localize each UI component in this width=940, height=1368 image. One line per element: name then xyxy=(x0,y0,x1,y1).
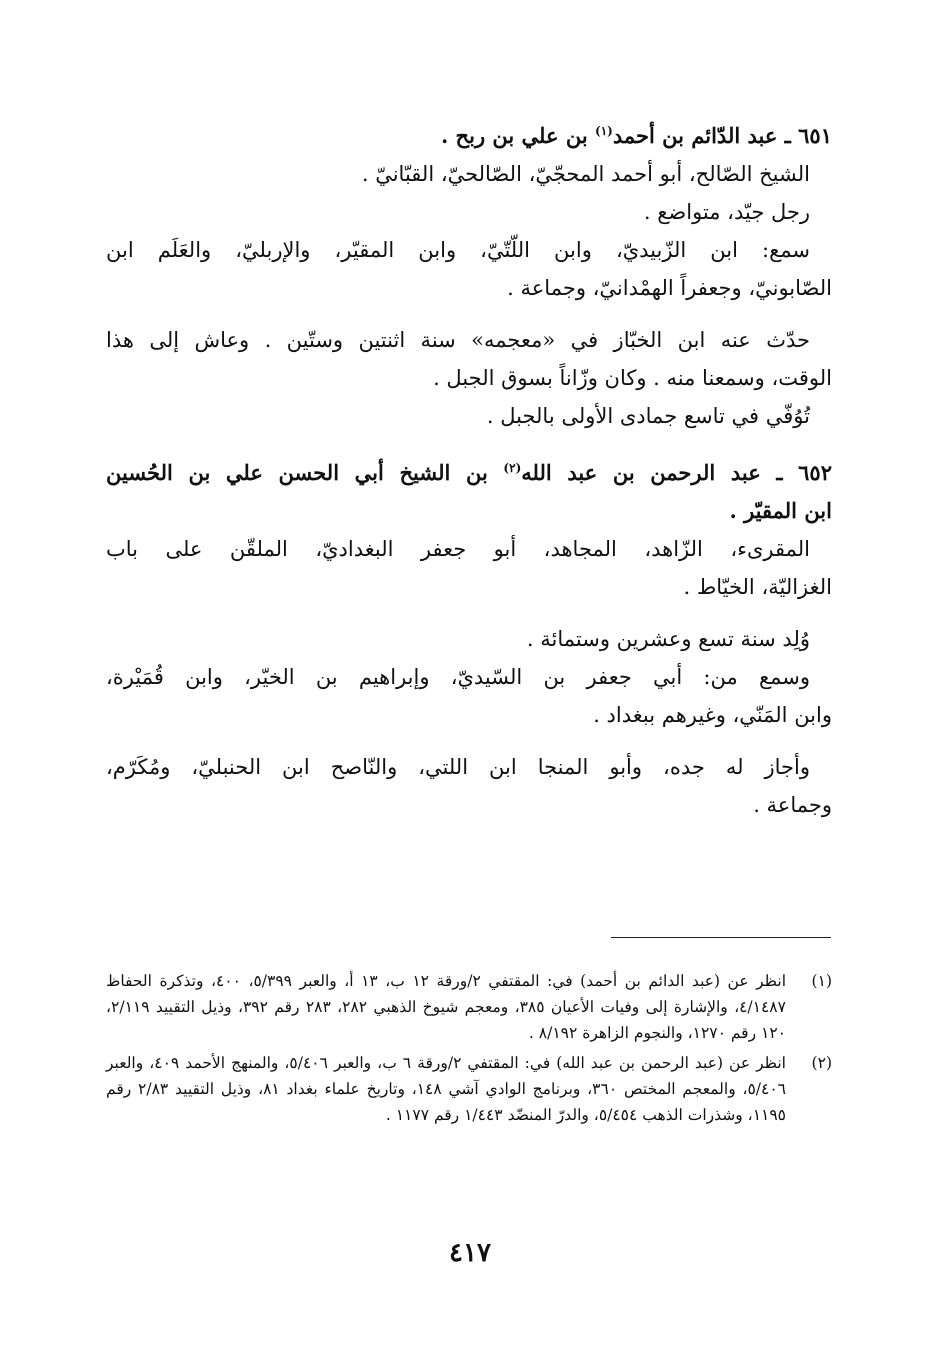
footnote xyxy=(106,1050,832,1128)
entry-652-line: وجماعة . xyxy=(753,793,832,817)
footnote-ref[interactable]: (٢) xyxy=(503,461,522,475)
footnote-ref[interactable]: (١) xyxy=(595,124,613,138)
entry-title: ٦٥١ ـ عبد الدّائم بن أحمد xyxy=(612,123,832,148)
main-text xyxy=(106,112,832,824)
entry-652-heading-line2: ابن المقيّر . xyxy=(729,498,832,523)
entry-title-rest: بن علي بن ربح . xyxy=(440,123,595,148)
entry-651-line: الوقت، وسمعنا منه . وكان وزّاناً بسوق الجبل . xyxy=(433,366,832,390)
entry-652-heading xyxy=(106,449,832,492)
footnote xyxy=(106,968,832,1046)
entry-651-line: الصّابونيّ، وجعفراً الهمْدانيّ، وجماعة . xyxy=(507,276,832,300)
footnote-number: (١) xyxy=(811,972,832,990)
entry-652-line: وُلِد سنة تسع وعشرين وستمائة . xyxy=(526,627,810,651)
footnote-number: (٢) xyxy=(811,1054,832,1072)
footnotes xyxy=(106,968,832,1128)
page-number: ٤١٧ xyxy=(449,1238,491,1268)
entry-652-line: المقرىء، الزّاهد، المجاهد، أبو جعفر البغداديّ، الملقّن على باب xyxy=(106,537,810,561)
entry-652-line: وأجاز له جده، وأبو المنجا ابن اللتي، والنّاصح ابن الحنبليّ، ومُكَرّم، xyxy=(106,755,810,779)
entry-title: ٦٥٢ ـ عبد الرحمن بن عبد الله xyxy=(521,460,832,485)
entry-652-line: وسمع من: أبي جعفر بن السّيديّ، وإبراهيم بن الخيّر، وابن قُمَيْرة، xyxy=(106,665,810,689)
entry-651-line: حدّث عنه ابن الخبّاز في «معجمه» سنة اثنتين وستّين . وعاش إلى هذا xyxy=(106,328,810,352)
footnote-text: انظر عن (عبد الدائم بن أحمد) في: المقتفي ٢/ورقة ١٢ ب، ١٣ أ، والعبر ٥/٣٩٩، ٤٠٠، وتذكرة الحفاظ ٤/١٤٨٧، والإشارة إلى وفيات الأعيان ٣٨٥، ومعجم شيوخ الذهبي ٢٨٢، ٢٨٣ رقم ٣٩٢، وذيل التقييد ٢/١١٩، ١٢٠ رقم ١٢٧٠، والنجوم الزاهرة ٨/١٩٢ . xyxy=(106,972,787,1042)
entry-651-line: الشيخ الصّالح، أبو أحمد المحجّيّ، الصّالحيّ، القبّانيّ . xyxy=(361,162,810,186)
entry-651-line: رجل جيّد، متواضع . xyxy=(643,200,810,224)
entry-651-line: سمع: ابن الزّبيديّ، وابن اللّتّيّ، وابن المقيّر، والإربليّ، والعَلَم ابن xyxy=(106,238,810,262)
entry-651-heading xyxy=(106,112,832,155)
footnote-text: انظر عن (عبد الرحمن بن عبد الله) في: المقتفي ٢/ورقة ٦ ب، والعبر ٥/٤٠٦، والمنهج الأحمد ٤٠٩، والعبر ٥/٤٠٦، والمعجم المختص ٣٦٠، وبرنامج الوادي آشي ١٤٨، وتاريخ علماء بغداد ٨١، وذيل التقييد ٢/٨٣ رقم ١١٩٥، وشذرات الذهب ٥/٤٥٤، والدرّ المنضّد ١/٤٤٣ رقم ١١٧٧ . xyxy=(106,1054,787,1124)
entry-652-line: الغزاليّة، الخيّاط . xyxy=(683,575,832,599)
entry-651-line: تُوُفّي في تاسع جمادى الأولى بالجبل . xyxy=(486,404,810,428)
entry-652-line: وابن المَنّي، وغيرهم ببغداد . xyxy=(593,703,832,727)
entry-title-rest: بن الشيخ أبي الحسن علي بن الحُسين xyxy=(106,460,504,485)
footnote-divider xyxy=(611,937,831,938)
